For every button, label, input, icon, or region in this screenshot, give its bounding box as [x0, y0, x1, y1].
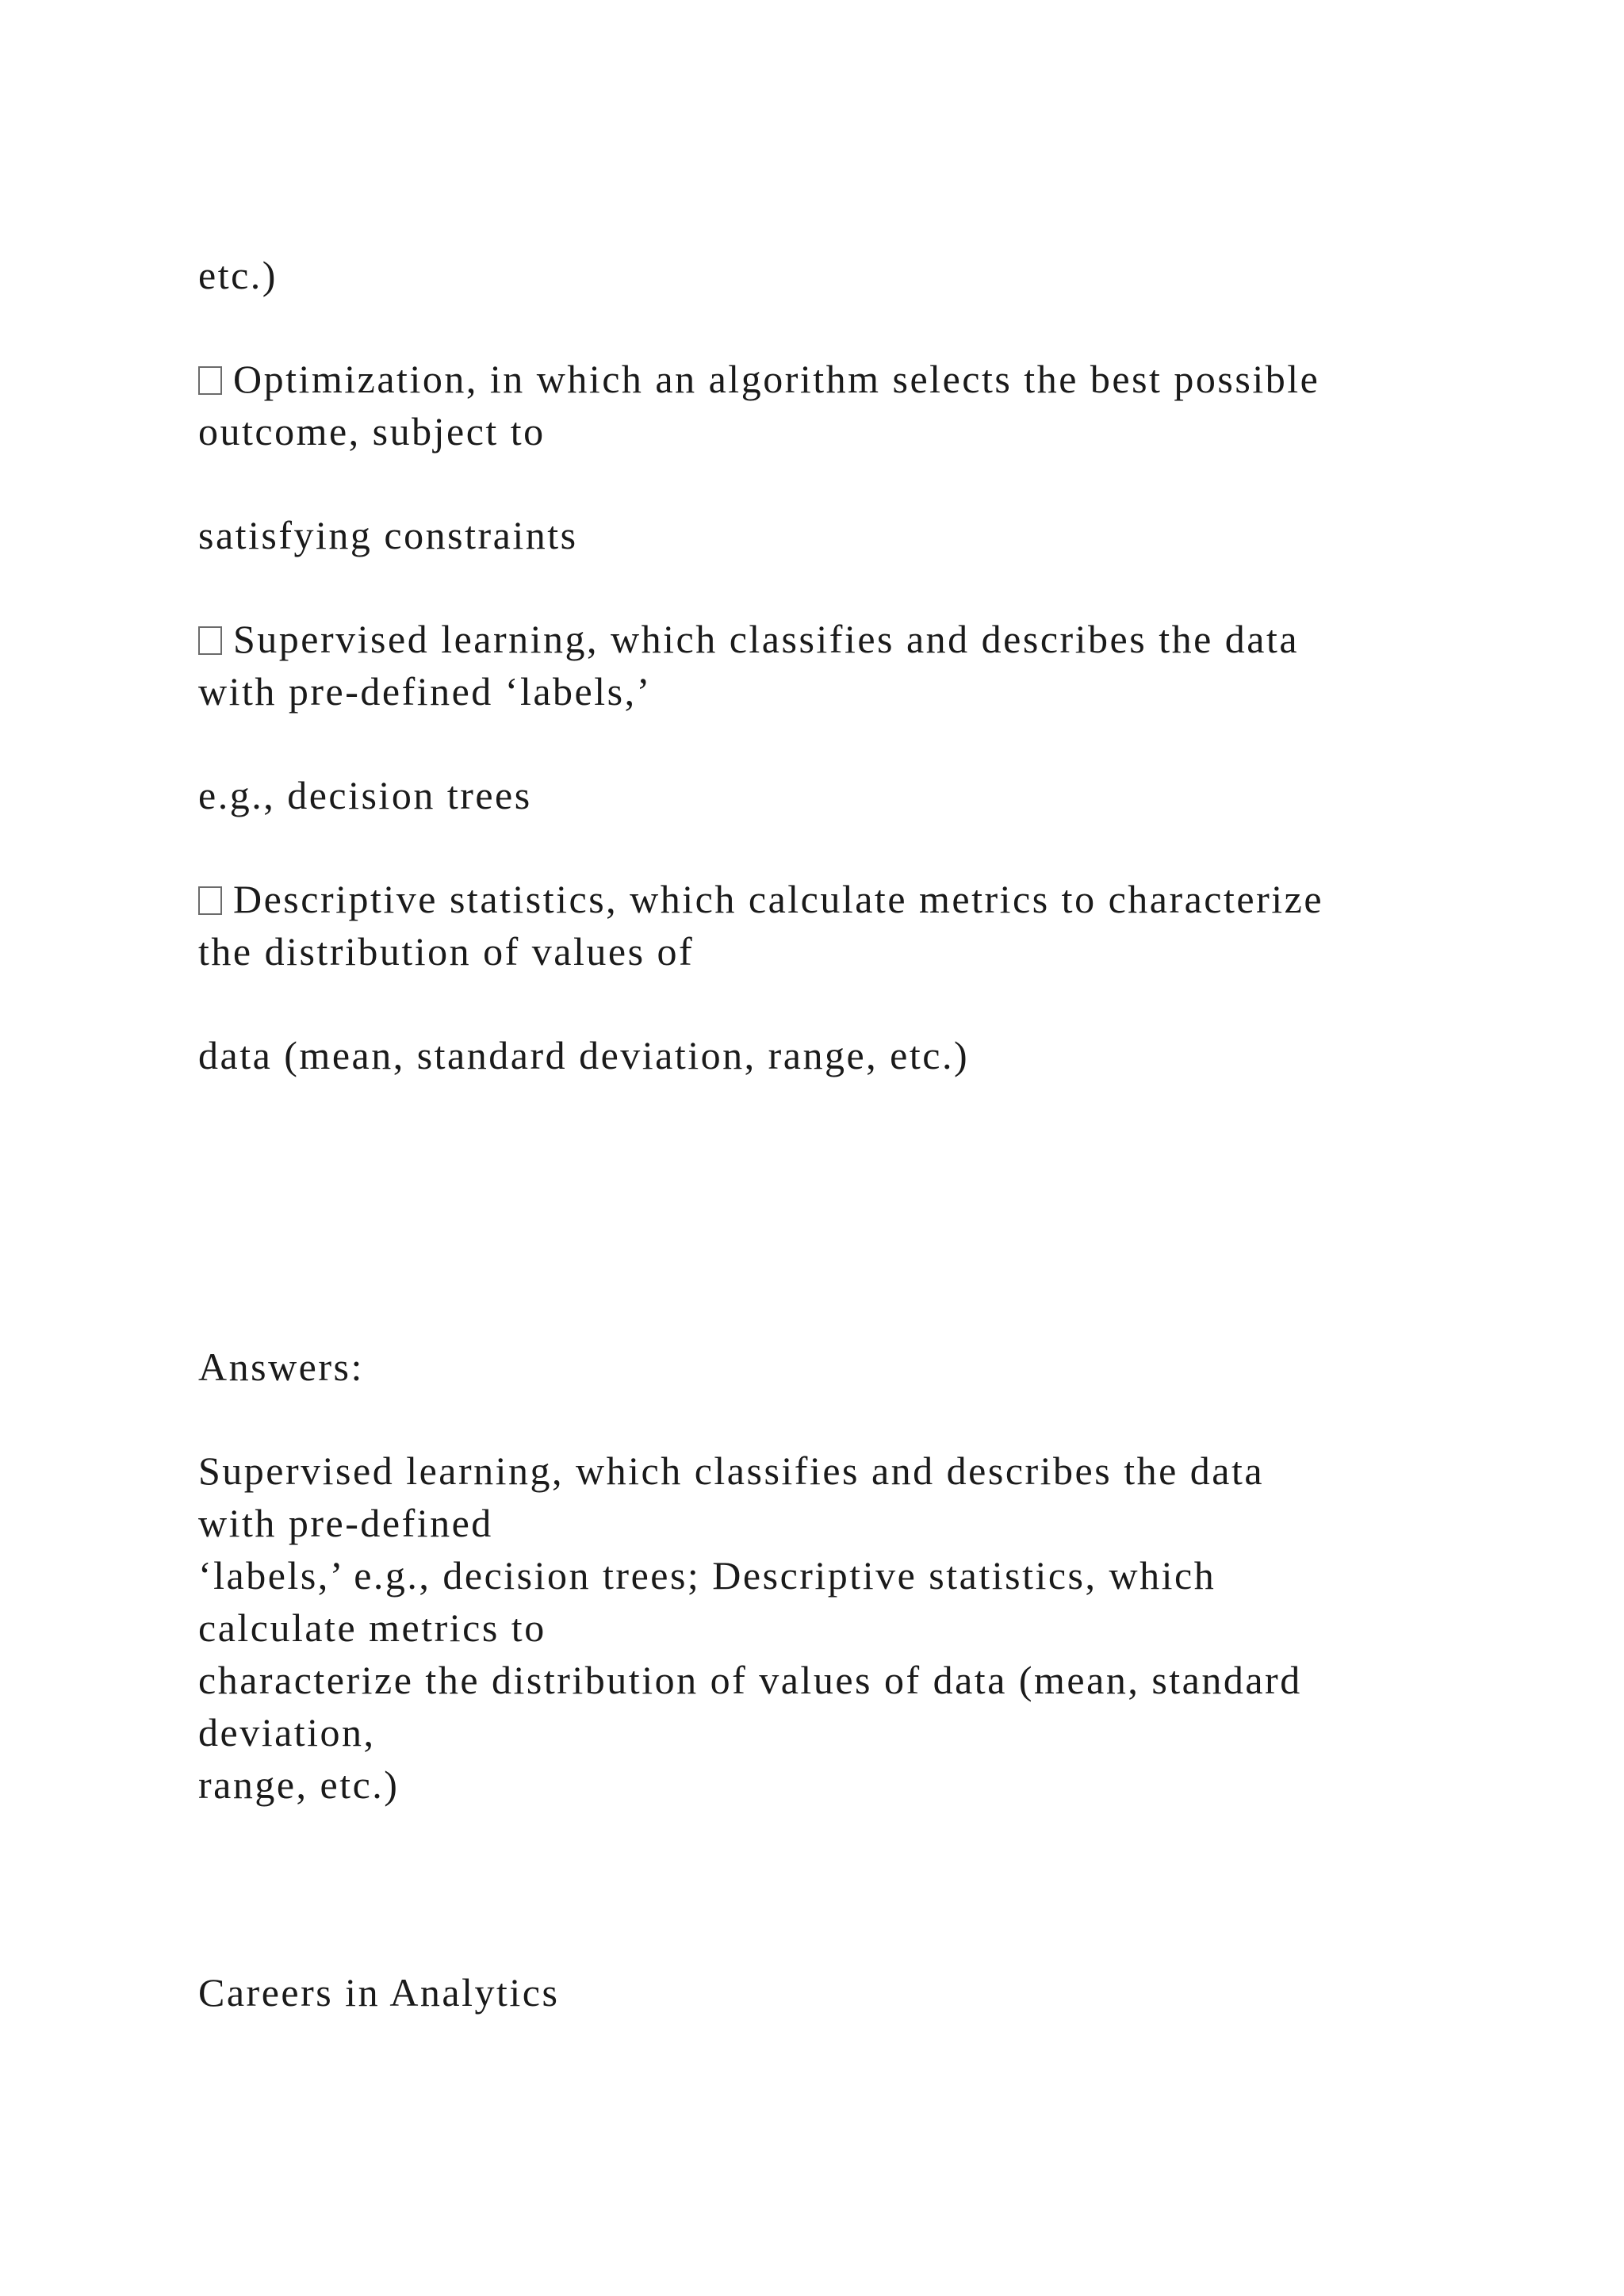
section-heading-answers: Answers: [198, 1345, 364, 1389]
bullet-item-descriptive-statistics [198, 873, 1323, 925]
answer-text-line: calculate metrics to [198, 1605, 546, 1650]
missing-glyph-bullet-icon [198, 626, 222, 655]
bullet-text: Supervised learning, which classifies and describes the data [233, 617, 1300, 661]
text-line: with pre-defined ‘labels,’ [198, 669, 652, 714]
text-line: the distribution of values of [198, 929, 695, 974]
text-line: satisfying constraints [198, 513, 578, 557]
bullet-item-supervised-learning [198, 613, 1299, 665]
answer-text-line: range, etc.) [198, 1762, 400, 1807]
answer-text-line: ‘labels,’ e.g., decision trees; Descriptive statistics, which [198, 1553, 1216, 1598]
text-line: outcome, subject to [198, 409, 546, 453]
bullet-text: Descriptive statistics, which calculate metrics to characterize [233, 877, 1324, 921]
bullet-item-optimization [198, 353, 1320, 405]
answer-text-line: Supervised learning, which classifies and describes the data [198, 1448, 1265, 1493]
answer-text-line: with pre-defined [198, 1501, 493, 1545]
answer-text-line: deviation, [198, 1710, 376, 1755]
text-line: etc.) [198, 253, 278, 297]
text-line: data (mean, standard deviation, range, etc.) [198, 1033, 970, 1077]
section-heading-careers: Careers in Analytics [198, 1970, 560, 2015]
text-line: e.g., decision trees [198, 773, 532, 817]
missing-glyph-bullet-icon [198, 886, 222, 915]
answer-text-line: characterize the distribution of values of data (mean, standard [198, 1658, 1302, 1702]
bullet-text: Optimization, in which an algorithm selects the best possible [233, 357, 1320, 401]
missing-glyph-bullet-icon [198, 366, 222, 395]
